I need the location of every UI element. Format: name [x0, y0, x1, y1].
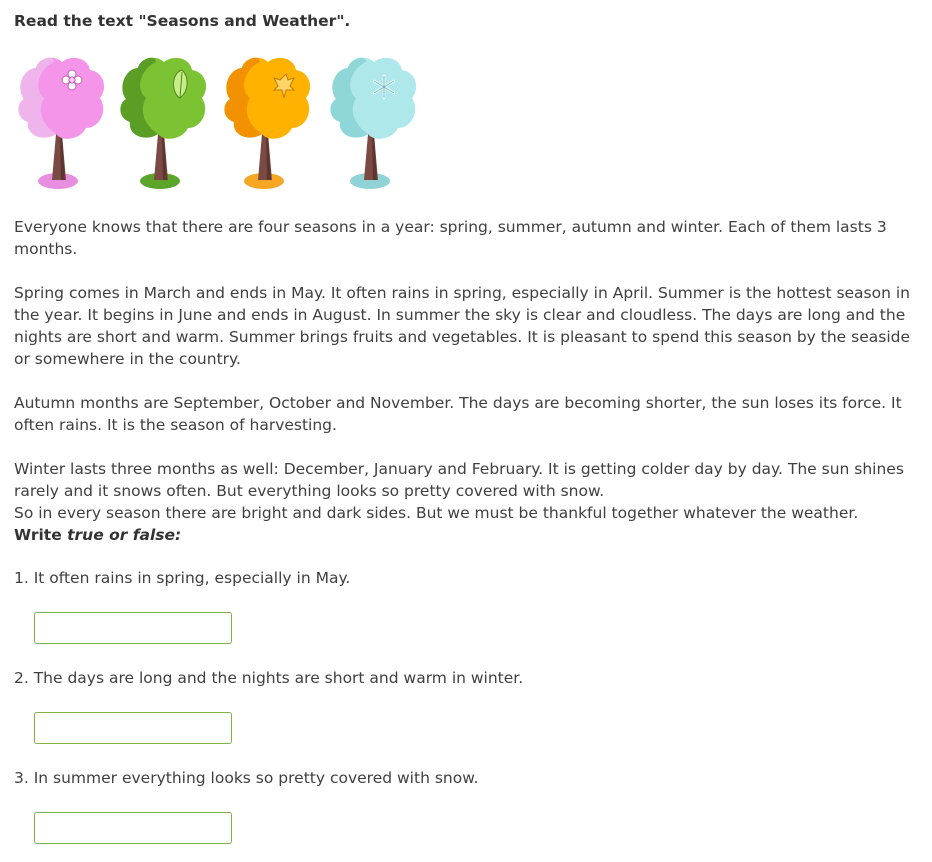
intro-paragraph	[14, 216, 914, 260]
instruction	[14, 524, 914, 546]
season-trees-illustration	[14, 54, 424, 194]
answer-input-1[interactable]	[34, 612, 232, 644]
paragraph-seasons: Everyone knows that there are four seasons in a year: spring, summer, autumn and winter. Each of them lasts 3 months.	[14, 218, 887, 258]
question-3: 3. In summer everything looks so pretty covered with snow.	[14, 769, 479, 787]
winter-paragraph	[14, 458, 914, 546]
autumn-paragraph	[14, 392, 914, 436]
question-2: 2. The days are long and the nights are short and warm in winter.	[14, 669, 524, 687]
answer-input-3[interactable]	[34, 812, 232, 844]
spring-summer-paragraph	[14, 282, 914, 370]
instruction-emphasis: true or false:	[67, 526, 182, 544]
paragraph-autumn: Autumn months are September, October and November. The days are becoming shorter, the sun loses its force. It often rains. It is the season of harvesting.	[14, 394, 902, 434]
paragraph-winter: Winter lasts three months as well: December, January and February. It is getting colder day by day. The sun shines rarely and it snows often. But everything looks so pretty covered with snow.	[14, 460, 904, 500]
page-title: Read the text "Seasons and Weather".	[14, 12, 351, 30]
winter-tree-icon	[326, 54, 426, 194]
instruction-prefix: Write	[14, 526, 68, 544]
spring-tree-icon	[14, 54, 114, 194]
paragraph-conclusion: So in every season there are bright and dark sides. But we must be thankful together whatever the weather.	[14, 504, 859, 522]
autumn-tree-icon	[220, 54, 320, 194]
summer-tree-icon	[116, 54, 216, 194]
paragraph-spring-summer: Spring comes in March and ends in May. It often rains in spring, especially in April. Summer is the hottest season in the year. It begins in June and ends in August. In summer the sky is clear and cloudless. The days are long and the nights are short and warm. Summer brings fruits and vegetables. It is pleasant to spend this season by the seaside or somewhere in the country.	[14, 284, 911, 368]
answer-input-2[interactable]	[34, 712, 232, 744]
question-1: 1. It often rains in spring, especially in May.	[14, 569, 351, 587]
